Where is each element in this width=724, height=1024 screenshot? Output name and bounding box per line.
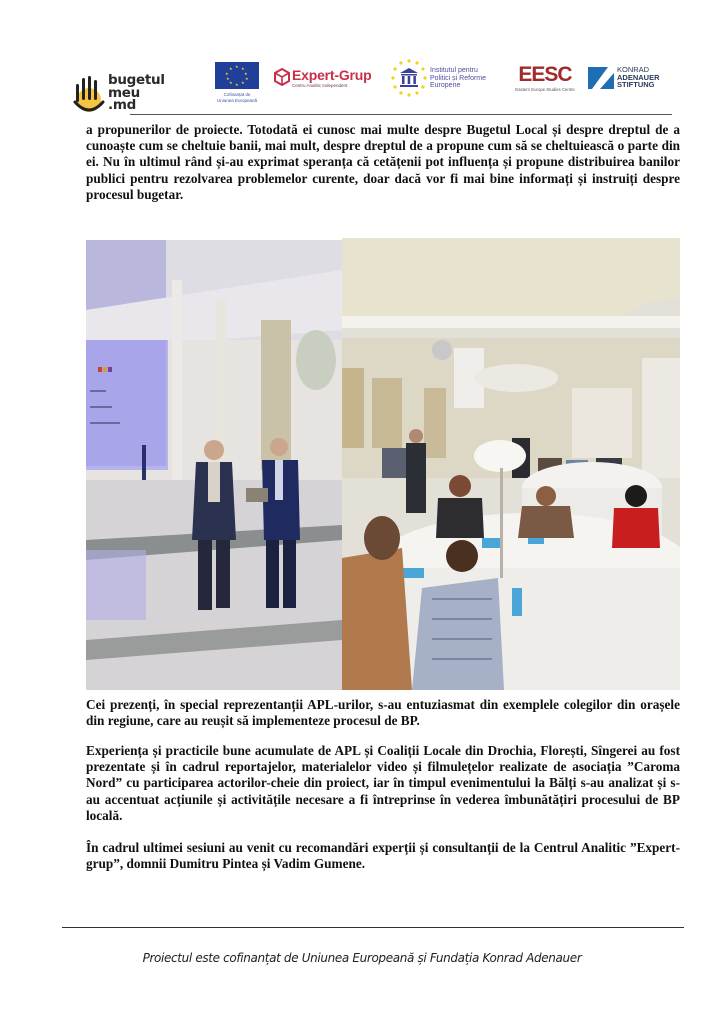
kas-mark-icon: [588, 67, 614, 89]
cube-icon: [274, 68, 290, 86]
body-paragraph: În cadrul ultimei sesiuni au venit cu recomandări experții și consultanții de la Centrul Analitic ”Expert-grup”, domnii Dumitru Pintea și Vadim Gumene.: [86, 840, 680, 872]
logo-konrad-adenauer: [588, 66, 678, 96]
logo-expert-grup: [274, 68, 384, 92]
logo-eu: [214, 62, 260, 103]
hand-icon: [72, 74, 106, 114]
ipre-line-1: Institutul pentru: [430, 67, 478, 74]
photo-presentation-illustration: [86, 240, 342, 690]
header-divider: [130, 114, 672, 115]
ipre-line-3: Europene: [430, 82, 461, 89]
kas-line-2: ADENAUER: [617, 72, 660, 82]
institution-building-icon: [390, 58, 428, 98]
eu-caption-line-2: Uniunea Europeană: [216, 97, 258, 103]
eu-caption-line-1: Cofinanțat de: [223, 92, 251, 97]
kas-name: [617, 66, 660, 89]
eesc-subtitle: Eastern Europe Studies Centre: [515, 87, 575, 92]
body-paragraph: a propunerilor de proiecte. Totodată ei cunosc mai multe despre Bugetul Local și despre dreptul de a cunoaște cum se cheltuie banii, mai mult, despre dreptul de a propune cum să se cheltuiească o parte din ei. Nu în ultimul rând și-au exprimat speranța că cetățenii pot influența și propune distribuirea banilor publici pentru rezolvarea problemelor curente, doar dacă vor fi mai bine informați și instruiți despre procesul bugetar.: [86, 122, 680, 202]
eu-flag-icon: ★ ★ ★ ★ ★ ★ ★ ★ ★ ★: [215, 62, 259, 89]
bm-line-1: bugetul: [108, 72, 165, 88]
page-header: [0, 0, 724, 120]
photo-participants-hall: [342, 238, 680, 690]
ipre-name: [430, 67, 486, 90]
logo-eesc: [505, 64, 585, 98]
footer-divider: [62, 927, 684, 928]
bm-line-3: .md: [108, 97, 136, 113]
expert-grup-name: Expert-Grup: [292, 67, 372, 83]
kas-line-3: STIFTUNG: [617, 80, 655, 90]
eesc-name: EESC: [518, 63, 572, 86]
logo-ipre: [390, 58, 510, 102]
footer-funding-note: Proiectul este cofinanțat de Uniunea Europeană și Fundația Konrad Adenauer: [142, 951, 582, 965]
body-paragraph: Cei prezenți, în special reprezentanții APL-urilor, s-au entuziasmat din exemplele colegilor din orașele din regiune, care au reușit să implementeze procesul de BP.: [86, 697, 680, 729]
photo-hall-illustration: [342, 238, 680, 690]
bugetul-meu-wordmark: [108, 74, 165, 112]
logo-bugetul-meu: [72, 70, 172, 116]
bm-line-2: meu: [108, 84, 140, 101]
ipre-line-2: Politici și Reforme: [430, 74, 487, 82]
photo-presentation: [86, 240, 342, 690]
kas-line-1: KONRAD: [617, 65, 650, 74]
body-paragraph: Experiența și practicile bune acumulate de APL și Coaliții Locale din Drochia, Florești, Sîngerei au fost prezentate și în cadrul reportajelor, materialelor video și filmulețelor realizate de asociația ”Caroma Nord” cu participarea actorilor-cheie din proiect, iar în timpul evenimentului la Bălți s-au analizat și s-au accentuat acțiunile și activitățile necesare a fi întreprinse în vederea îmbunătățiri procesului de BP locală.: [86, 743, 680, 823]
eu-caption: [214, 92, 260, 103]
expert-grup-subtitle: Centru Analitic Independent: [292, 83, 348, 88]
